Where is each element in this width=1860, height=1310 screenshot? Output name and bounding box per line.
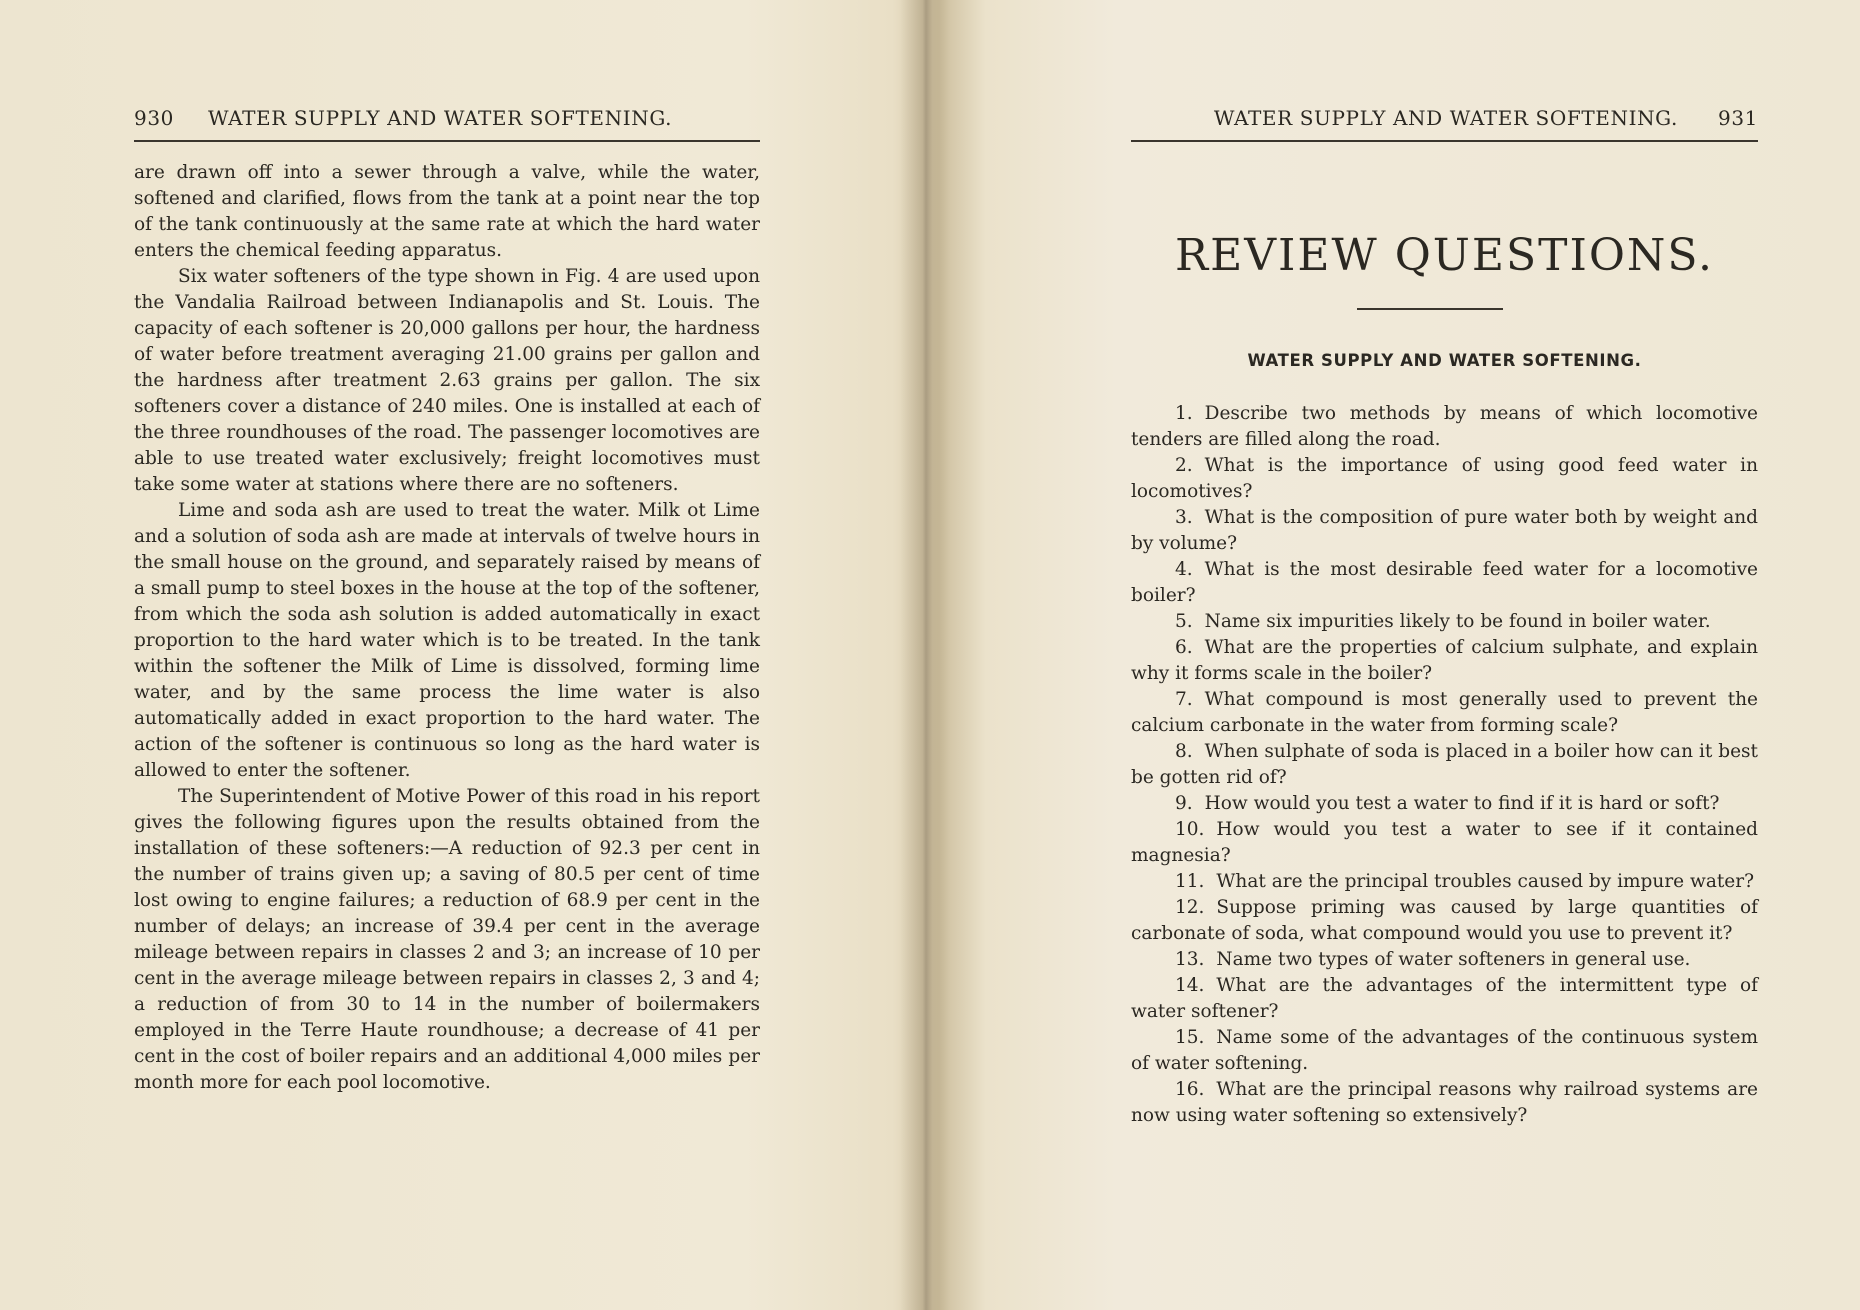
question-item xyxy=(1131,817,1758,869)
question-item xyxy=(1131,557,1758,609)
question-text: When sulphate of soda is placed in a boiler how can it best be gotten rid of? xyxy=(1131,741,1758,788)
question-item xyxy=(1131,505,1758,557)
question-text: How would you test a water to find if it is hard or soft? xyxy=(1204,793,1720,814)
left-page xyxy=(134,0,760,1310)
question-number: 14. xyxy=(1175,975,1205,996)
question-item xyxy=(1131,739,1758,791)
left-body-text xyxy=(134,160,760,1096)
question-item xyxy=(1131,609,1758,635)
question-number: 1. xyxy=(1175,403,1193,424)
question-number: 16. xyxy=(1175,1079,1205,1100)
question-item xyxy=(1131,687,1758,739)
right-running-head xyxy=(1131,106,1758,142)
question-text: Describe two methods by means of which locomotive tenders are filled along the road. xyxy=(1131,403,1758,450)
question-text: What is the importance of using good feed water in locomotives? xyxy=(1131,455,1758,502)
question-item xyxy=(1131,895,1758,947)
question-text: What are the principal troubles caused by impure water? xyxy=(1216,871,1754,892)
question-number: 4. xyxy=(1175,559,1193,580)
question-text: What are the principal reasons why railroad systems are now using water softening so extensively? xyxy=(1131,1079,1758,1126)
question-text: Name two types of water softeners in general use. xyxy=(1216,949,1691,970)
question-item xyxy=(1131,453,1758,505)
paragraph: Six water softeners of the type shown in Fig. 4 are used upon the Vandalia Railroad between Indianapolis and St. Louis. The capacity of each softener is 20,000 gallons per hour, the hardness of water before treatment averaging 21.00 grains per gallon and the hardness after treatment 2.63 grains per gallon. The six softeners cover a distance of 240 miles. One is installed at each of the three roundhouses of the road. The passenger locomotives are able to use treated water exclusively; freight locomotives must take some water at stations where there are no softeners. xyxy=(134,266,760,495)
right-page xyxy=(1131,0,1758,1310)
question-text: What are the properties of calcium sulphate, and explain why it forms scale in the boiler? xyxy=(1131,637,1758,684)
question-number: 10. xyxy=(1175,819,1205,840)
question-number: 7. xyxy=(1175,689,1193,710)
question-item xyxy=(1131,401,1758,453)
question-number: 15. xyxy=(1175,1027,1205,1048)
left-running-head xyxy=(134,106,760,142)
right-running-title: WATER SUPPLY AND WATER SOFTENING. xyxy=(1213,106,1678,130)
question-item xyxy=(1131,973,1758,1025)
left-page-number: 930 xyxy=(134,106,174,130)
question-number: 6. xyxy=(1175,637,1193,658)
question-text: Name six impurities likely to be found in boiler water. xyxy=(1204,611,1711,632)
question-item xyxy=(1131,791,1758,817)
question-number: 2. xyxy=(1175,455,1193,476)
question-text: Suppose priming was caused by large quantities of carbonate of soda, what compound would you use to prevent it? xyxy=(1131,897,1758,944)
question-text: What is the composition of pure water both by weight and by volume? xyxy=(1131,507,1758,554)
question-text: How would you test a water to see if it contained magnesia? xyxy=(1131,819,1758,866)
question-number: 8. xyxy=(1175,741,1193,762)
left-running-title: WATER SUPPLY AND WATER SOFTENING. xyxy=(208,106,673,130)
question-item xyxy=(1131,869,1758,895)
question-number: 11. xyxy=(1175,871,1205,892)
question-item xyxy=(1131,1077,1758,1129)
question-number: 5. xyxy=(1175,611,1193,632)
question-text: What compound is most generally used to prevent the calcium carbonate in the water from forming scale? xyxy=(1131,689,1758,736)
paragraph: The Superintendent of Motive Power of this road in his report gives the following figures upon the results obtained from the installation of these softeners:—A reduction of 92.3 per cent in the number of trains given up; a saving of 80.5 per cent of time lost owing to engine failures; a reduction of 68.9 per cent in the number of delays; an increase of 39.4 per cent in the average mileage between repairs in classes 2 and 3; an increase of 10 per cent in the average mileage between repairs in classes 2, 3 and 4; a reduction of from 30 to 14 in the number of boilermakers employed in the Terre Haute roundhouse; a decrease of 41 per cent in the cost of boiler repairs and an additional 4,000 miles per month more for each pool locomotive. xyxy=(134,786,760,1093)
right-page-number: 931 xyxy=(1718,106,1758,130)
paragraph: are drawn off into a sewer through a valve, while the water, softened and clarified, flows from the tank at a point near the top of the tank continuously at the same rate at which the hard water enters the chemical feeding apparatus. xyxy=(134,162,760,261)
paragraph: Lime and soda ash are used to treat the water. Milk ot Lime and a solution of soda ash are made at intervals of twelve hours in the small house on the ground, and separately raised by means of a small pump to steel boxes in the house at the top of the softener, from which the soda ash solution is added automatically in exact proportion to the hard water which is to be treated. In the tank within the softener the Milk of Lime is dissolved, forming lime water, and by the same process the lime water is also automatically added in exact proportion to the hard water. The action of the softener is continuous so long as the hard water is allowed to enter the softener. xyxy=(134,500,760,781)
question-number: 13. xyxy=(1175,949,1205,970)
question-item xyxy=(1131,635,1758,687)
book-gutter xyxy=(900,0,950,1310)
question-number: 12. xyxy=(1175,897,1205,918)
section-subhead: WATER SUPPLY AND WATER SOFTENING. xyxy=(1247,351,1642,370)
question-item xyxy=(1131,1025,1758,1077)
question-text: What is the most desirable feed water for a locomotive boiler? xyxy=(1131,559,1758,606)
question-number: 9. xyxy=(1175,793,1193,814)
question-item xyxy=(1131,947,1758,973)
question-list xyxy=(1131,401,1758,1129)
question-text: What are the advantages of the intermittent type of water softener? xyxy=(1131,975,1758,1022)
question-number: 3. xyxy=(1175,507,1193,528)
title-divider xyxy=(1357,308,1503,310)
page-title: REVIEW QUESTIONS. xyxy=(1174,230,1714,281)
question-text: Name some of the advantages of the continuous system of water softening. xyxy=(1131,1027,1758,1074)
